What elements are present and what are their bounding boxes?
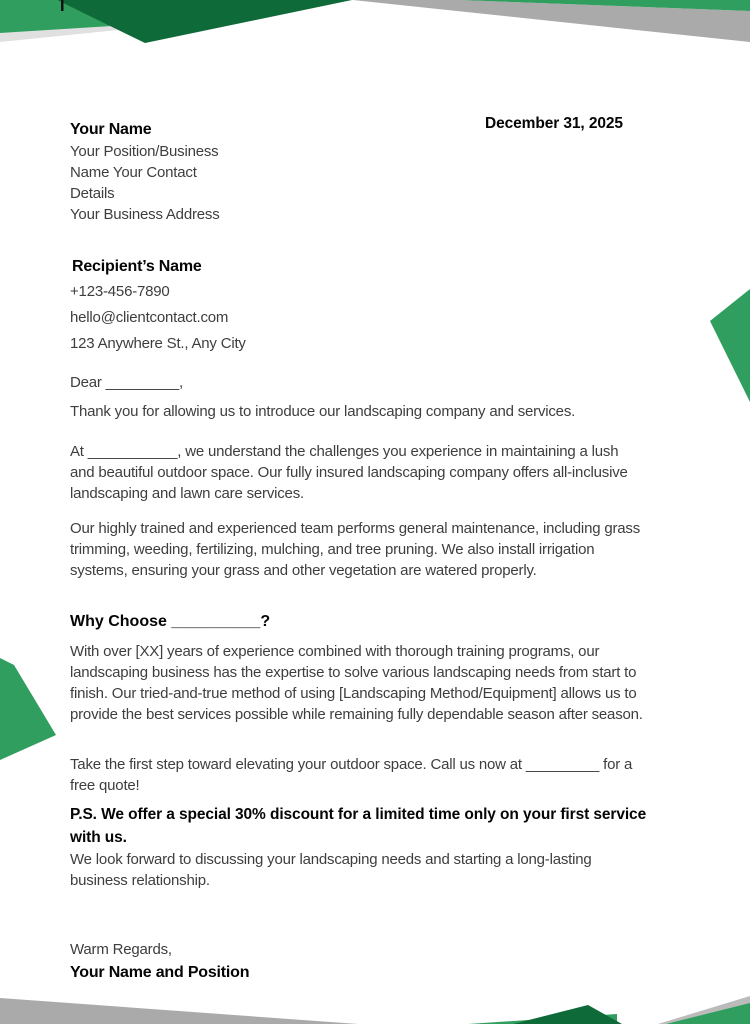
closing-block [70,938,645,984]
paragraph-experience: With over [XX] years of experience combined with thorough training programs, our landscaping business has the expertise to solve various landscaping needs from start to finish. Our tried-and-true method of using [Landscaping Method/Equipment] allows us to provide the best services possible while remaining fully dependable season after season. [70,643,643,723]
letter-date: December 31, 2025 [485,115,623,132]
top-dark-green-shape [57,0,352,43]
sender-name: Your Name [70,121,152,138]
recipient-email: hello@clientcontact.com [70,309,229,326]
sender-position-line: Your Position/Business [70,143,219,160]
paragraph-intro: Thank you for allowing us to introduce our landscaping company and services. [70,403,576,420]
bottom-right-light-green-corner [666,1003,750,1024]
sender-block [70,118,645,225]
top-right-light-green-sliver [460,0,750,11]
recipient-block [70,255,645,357]
paragraph-team: Our highly trained and experienced team performs general maintenance, including grass trimming, weeding, fertilizing, mulching, and tree pruning. We also install irrigation systems, ensuring your grass and other vegetation are watered properly. [70,520,640,579]
why-choose-heading: Why Choose __________? [70,613,271,630]
top-left-shadow-shape [0,26,118,42]
closing-signature: Your Name and Position [70,964,250,981]
bottom-left-gray-shape [0,998,358,1024]
right-edge-green-shape [710,289,750,402]
paragraph-ps-discount: P.S. We offer a special 30% discount for a limited time only on your first service with us. [70,806,647,846]
vertical-line-mark [61,0,64,11]
paragraph-call-to-action: Take the first step toward elevating your outdoor space. Call us now at _________ for a free quote! [70,756,633,794]
bottom-dark-green-triangle [513,1005,622,1024]
top-right-gray-shape [353,0,750,42]
paragraph-outro: We look forward to discussing your landscaping needs and starting a long-lasting business relationship. [70,851,592,889]
recipient-name: Recipient’s Name [72,258,202,275]
left-edge-green-shape [0,658,56,760]
salutation: Dear _________, [70,374,183,391]
bottom-right-gray-sliver [658,996,750,1024]
top-left-light-green-shape [0,0,112,33]
sender-details-line: Details [70,185,115,202]
sender-address-line: Your Business Address [70,206,220,223]
sender-contact-line: Name Your Contact [70,164,197,181]
closing-regards: Warm Regards, [70,941,172,958]
recipient-address: 123 Anywhere St., Any City [70,335,246,352]
bottom-light-green-strip [468,1014,617,1024]
recipient-phone: +123-456-7890 [70,283,170,300]
paragraph-challenge: At ___________, we understand the challenges you experience in maintaining a lush and beautiful outdoor space. Our fully insured landscaping company offers all-inclusive landscaping and lawn care services. [70,443,628,502]
